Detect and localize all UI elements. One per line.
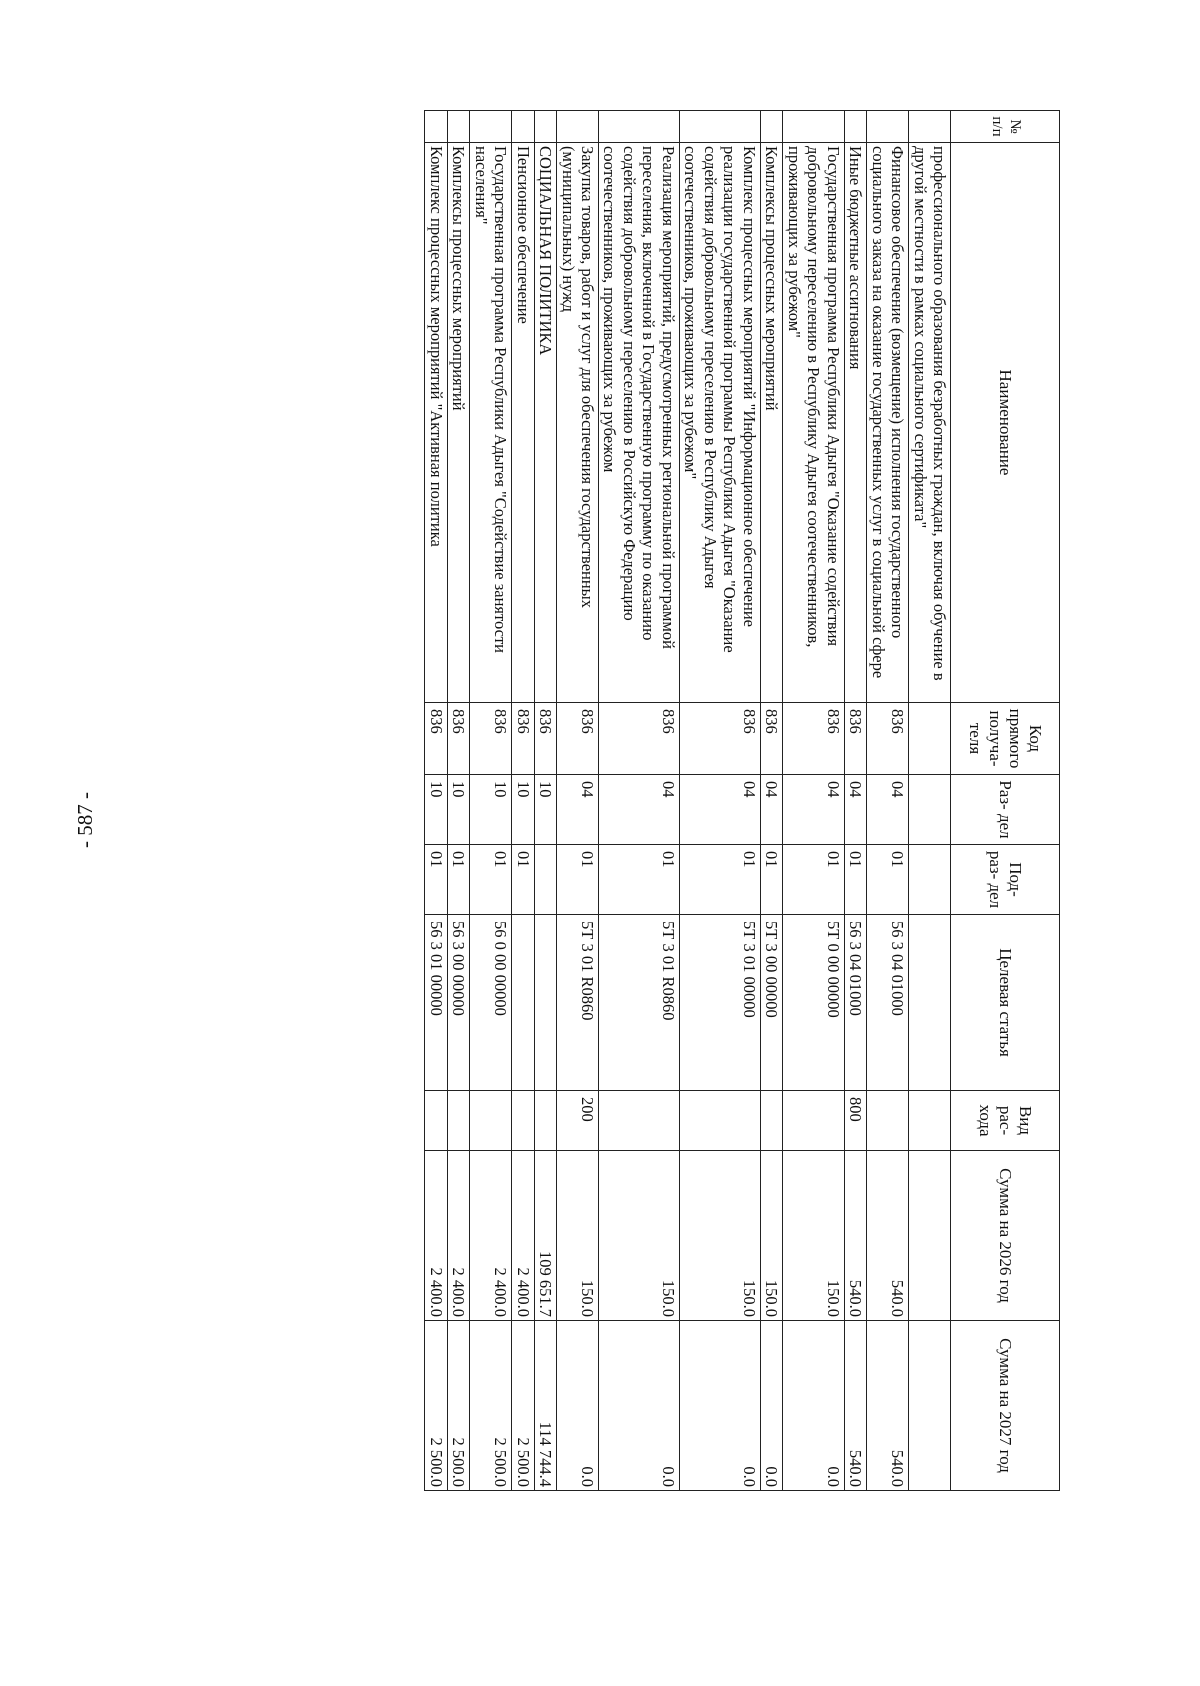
- cell-podrazdel: 01: [760, 845, 782, 915]
- cell-tselevaya: [909, 915, 951, 1091]
- cell-num: [534, 111, 556, 143]
- cell-tselevaya: 5Т 3 01 R0860: [599, 915, 680, 1091]
- cell-num: [679, 111, 760, 143]
- cell-vid: [534, 1091, 556, 1151]
- table-row: [512, 111, 534, 1491]
- cell-tselevaya: [512, 915, 534, 1091]
- cell-sum2027: 540.0: [867, 1321, 909, 1491]
- cell-razdel: 04: [557, 775, 599, 845]
- table-row: [783, 111, 844, 1491]
- cell-razdel: [909, 775, 951, 845]
- cell-sum2026: 109 651.7: [534, 1151, 556, 1321]
- header-vid: Вид рас- хода: [951, 1091, 1060, 1151]
- cell-tselevaya: 56 3 04 01000: [867, 915, 909, 1091]
- table-row: [425, 111, 447, 1491]
- cell-podrazdel: 01: [867, 845, 909, 915]
- cell-tselevaya: 5Т 0 00 00000: [783, 915, 844, 1091]
- cell-vid: [867, 1091, 909, 1151]
- header-podrazdel: Под- раз- дел: [951, 845, 1060, 915]
- cell-num: [909, 111, 951, 143]
- cell-vid: 200: [557, 1091, 599, 1151]
- cell-sum2026: 2 400.0: [470, 1151, 512, 1321]
- cell-tselevaya: [534, 915, 556, 1091]
- cell-name: Пенсионное обеспечение: [512, 143, 534, 703]
- cell-name: Государственная программа Республики Адыгея "Содействие занятости населения": [470, 143, 512, 703]
- cell-podrazdel: 01: [599, 845, 680, 915]
- cell-code: 836: [679, 703, 760, 775]
- cell-razdel: 10: [470, 775, 512, 845]
- cell-code: 836: [512, 703, 534, 775]
- cell-num: [447, 111, 469, 143]
- cell-code: 836: [534, 703, 556, 775]
- cell-vid: [447, 1091, 469, 1151]
- header-num: № п/п: [951, 111, 1060, 143]
- cell-num: [470, 111, 512, 143]
- cell-code: 836: [599, 703, 680, 775]
- cell-razdel: 04: [867, 775, 909, 845]
- cell-sum2026: 540.0: [867, 1151, 909, 1321]
- cell-code: 836: [844, 703, 866, 775]
- table-row: [447, 111, 469, 1491]
- cell-num: [844, 111, 866, 143]
- cell-name: Реализация мероприятий, предусмотренных региональной программой переселения, включенной в Государственную программу по оказанию содействия добровольному переселению в Российскую Федерацию соотечественников, проживающих за рубежом: [599, 143, 680, 703]
- cell-podrazdel: 01: [557, 845, 599, 915]
- cell-razdel: 04: [599, 775, 680, 845]
- cell-sum2026: [909, 1151, 951, 1321]
- cell-tselevaya: 56 3 04 01000: [844, 915, 866, 1091]
- header-sum2026: Сумма на 2026 год: [951, 1151, 1060, 1321]
- cell-podrazdel: 01: [783, 845, 844, 915]
- cell-sum2027: 2 500.0: [512, 1321, 534, 1491]
- table-row: [760, 111, 782, 1491]
- header-name: Наименование: [951, 143, 1060, 703]
- cell-sum2027: 0.0: [783, 1321, 844, 1491]
- cell-num: [783, 111, 844, 143]
- cell-sum2026: 2 400.0: [447, 1151, 469, 1321]
- budget-table: [424, 110, 1060, 1491]
- cell-name: СОЦИАЛЬНАЯ ПОЛИТИКА: [534, 143, 556, 703]
- cell-code: 836: [867, 703, 909, 775]
- cell-sum2027: 114 744.4: [534, 1321, 556, 1491]
- cell-sum2026: 150.0: [557, 1151, 599, 1321]
- cell-name: Комплекс процессных мероприятий "Активная политика: [425, 143, 447, 703]
- cell-podrazdel: 01: [470, 845, 512, 915]
- cell-tselevaya: 5Т 3 01 R0860: [557, 915, 599, 1091]
- cell-podrazdel: 01: [425, 845, 447, 915]
- cell-vid: [470, 1091, 512, 1151]
- cell-sum2026: 150.0: [783, 1151, 844, 1321]
- table-row: [599, 111, 680, 1491]
- cell-vid: [425, 1091, 447, 1151]
- cell-num: [557, 111, 599, 143]
- cell-num: [512, 111, 534, 143]
- cell-sum2026: 2 400.0: [425, 1151, 447, 1321]
- cell-sum2026: 540.0: [844, 1151, 866, 1321]
- cell-code: 836: [470, 703, 512, 775]
- cell-vid: [909, 1091, 951, 1151]
- cell-sum2026: 150.0: [760, 1151, 782, 1321]
- cell-sum2026: 2 400.0: [512, 1151, 534, 1321]
- cell-podrazdel: 01: [679, 845, 760, 915]
- cell-name: Комплексы процессных мероприятий: [760, 143, 782, 703]
- cell-name: Финансовое обеспечение (возмещение) исполнения государственного социального заказа на оказание государственных услуг в социальной сфере: [867, 143, 909, 703]
- table-row: [534, 111, 556, 1491]
- cell-vid: 800: [844, 1091, 866, 1151]
- table-row: [557, 111, 599, 1491]
- cell-razdel: 04: [760, 775, 782, 845]
- cell-tselevaya: 56 3 01 00000: [425, 915, 447, 1091]
- cell-podrazdel: [534, 845, 556, 915]
- cell-razdel: 10: [512, 775, 534, 845]
- cell-podrazdel: 01: [512, 845, 534, 915]
- cell-name: Закупка товаров, работ и услуг для обеспечения государственных (муниципальных) нужд: [557, 143, 599, 703]
- cell-name: профессионального образования безработных граждан, включая обучение в другой местности в рамках социального сертификата": [909, 143, 951, 703]
- table-row: [867, 111, 909, 1491]
- cell-tselevaya: 56 0 00 00000: [470, 915, 512, 1091]
- cell-sum2027: 2 500.0: [447, 1321, 469, 1491]
- cell-tselevaya: 5Т 3 01 00000: [679, 915, 760, 1091]
- table-row: [909, 111, 951, 1491]
- header-razdel: Раз- дел: [951, 775, 1060, 845]
- cell-name: Комплексы процессных мероприятий: [447, 143, 469, 703]
- cell-sum2026: 150.0: [679, 1151, 760, 1321]
- cell-num: [599, 111, 680, 143]
- cell-razdel: 04: [679, 775, 760, 845]
- cell-razdel: 10: [447, 775, 469, 845]
- header-tselevaya: Целевая статья: [951, 915, 1060, 1091]
- cell-sum2027: 0.0: [599, 1321, 680, 1491]
- rotated-page-content: [130, 110, 1060, 1487]
- cell-razdel: 10: [534, 775, 556, 845]
- cell-podrazdel: 01: [844, 845, 866, 915]
- table-row: [679, 111, 760, 1491]
- cell-vid: [783, 1091, 844, 1151]
- cell-sum2027: 540.0: [844, 1321, 866, 1491]
- cell-code: 836: [425, 703, 447, 775]
- cell-sum2026: 150.0: [599, 1151, 680, 1321]
- cell-tselevaya: 56 3 00 00000: [447, 915, 469, 1091]
- cell-sum2027: [909, 1321, 951, 1491]
- cell-code: 836: [557, 703, 599, 775]
- cell-vid: [760, 1091, 782, 1151]
- cell-num: [867, 111, 909, 143]
- table-row: [844, 111, 866, 1491]
- cell-sum2027: 0.0: [679, 1321, 760, 1491]
- cell-razdel: 04: [783, 775, 844, 845]
- cell-vid: [679, 1091, 760, 1151]
- header-row: [951, 111, 1060, 1491]
- header-sum2027: Сумма на 2027 год: [951, 1321, 1060, 1491]
- cell-sum2027: 0.0: [557, 1321, 599, 1491]
- cell-podrazdel: [909, 845, 951, 915]
- cell-num: [760, 111, 782, 143]
- table-row: [470, 111, 512, 1491]
- cell-name: Государственная программа Республики Адыгея "Оказание содействия добровольному переселению в Республику Адыгея соотечественников, проживающих за рубежом": [783, 143, 844, 703]
- cell-num: [425, 111, 447, 143]
- header-code: Код прямого получа- теля: [951, 703, 1060, 775]
- cell-code: [909, 703, 951, 775]
- cell-sum2027: 0.0: [760, 1321, 782, 1491]
- cell-code: 836: [447, 703, 469, 775]
- cell-razdel: 04: [844, 775, 866, 845]
- cell-name: Иные бюджетные ассигнования: [844, 143, 866, 703]
- cell-vid: [599, 1091, 680, 1151]
- page-number: - 587 -: [73, 792, 97, 848]
- cell-code: 836: [783, 703, 844, 775]
- cell-sum2027: 2 500.0: [470, 1321, 512, 1491]
- cell-podrazdel: 01: [447, 845, 469, 915]
- cell-tselevaya: 5Т 3 00 00000: [760, 915, 782, 1091]
- cell-name: Комплекс процессных мероприятий "Информационное обеспечение реализации государственной программы Республики Адыгея "Оказание содействия добровольному переселению в Республику Адыгея соотечественников, проживающих за рубежом": [679, 143, 760, 703]
- cell-razdel: 10: [425, 775, 447, 845]
- cell-vid: [512, 1091, 534, 1151]
- cell-sum2027: 2 500.0: [425, 1321, 447, 1491]
- cell-code: 836: [760, 703, 782, 775]
